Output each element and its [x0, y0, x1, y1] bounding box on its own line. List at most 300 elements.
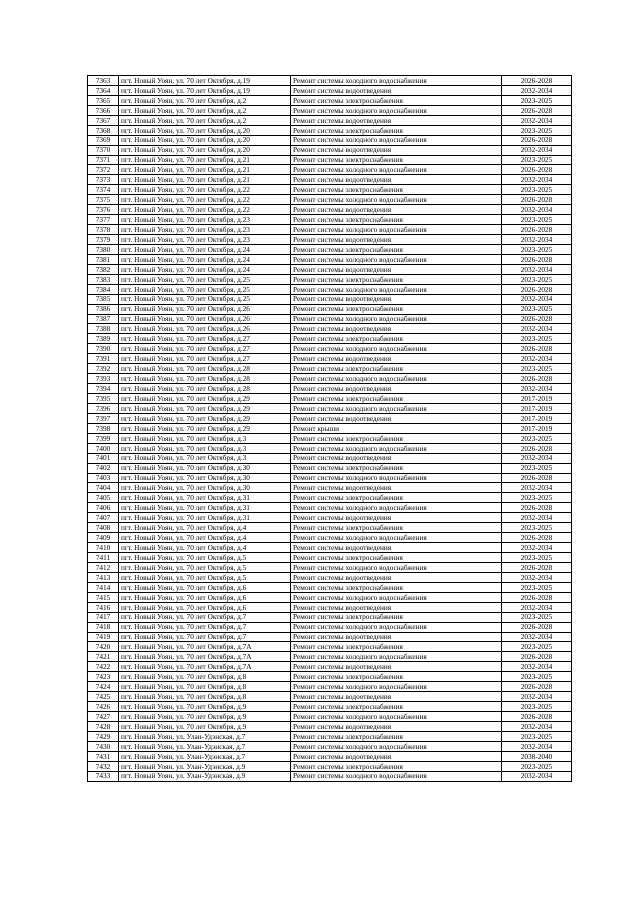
work-type-cell: Ремонт системы холодного водоснабжения: [291, 76, 502, 86]
table-row: [88, 413, 572, 423]
address-cell: пгт. Новый Уоян, ул. Улан-Удэнская, д.7: [119, 751, 291, 761]
address-cell: пгт. Новый Уоян, ул. 70 лет Октября, д.19: [119, 76, 291, 86]
address-cell: пгт. Новый Уоян, ул. 70 лет Октября, д.9: [119, 712, 291, 722]
address-cell: пгт. Новый Уоян, ул. 70 лет Октября, д.27: [119, 344, 291, 354]
address-cell: пгт. Новый Уоян, ул. 70 лет Октября, д.8: [119, 672, 291, 682]
period-cell: 2026-2028: [502, 622, 572, 632]
table-row: [88, 761, 572, 771]
address-cell: пгт. Новый Уоян, ул. 70 лет Октября, д.3: [119, 433, 291, 443]
period-cell: 2032-2034: [502, 205, 572, 215]
table-row: [88, 344, 572, 354]
address-cell: пгт. Новый Уоян, ул. 70 лет Октября, д.27: [119, 334, 291, 344]
table-row: [88, 612, 572, 622]
period-cell: 2032-2034: [502, 721, 572, 731]
work-type-cell: Ремонт системы водоотведения: [291, 413, 502, 423]
address-cell: пгт. Новый Уоян, ул. 70 лет Октября, д.30: [119, 483, 291, 493]
period-cell: 2023-2025: [502, 702, 572, 712]
table-row: [88, 76, 572, 86]
row-number-cell: 7384: [88, 284, 119, 294]
work-type-cell: Ремонт системы холодного водоснабжения: [291, 443, 502, 453]
work-type-cell: Ремонт системы электроснабжения: [291, 702, 502, 712]
period-cell: 2026-2028: [502, 254, 572, 264]
table-row: [88, 592, 572, 602]
address-cell: пгт. Новый Уоян, ул. Улан-Удэнская, д.7: [119, 731, 291, 741]
work-type-cell: Ремонт системы холодного водоснабжения: [291, 374, 502, 384]
table-row: [88, 294, 572, 304]
address-cell: пгт. Новый Уоян, ул. 70 лет Октября, д.28: [119, 384, 291, 394]
period-cell: 2032-2034: [502, 771, 572, 781]
row-number-cell: 7415: [88, 592, 119, 602]
address-cell: пгт. Новый Уоян, ул. 70 лет Октября, д.26: [119, 324, 291, 334]
table-row: [88, 523, 572, 533]
row-number-cell: 7412: [88, 562, 119, 572]
work-type-cell: Ремонт системы электроснабжения: [291, 274, 502, 284]
table-row: [88, 553, 572, 563]
address-cell: пгт. Новый Уоян, ул. 70 лет Октября, д.25: [119, 284, 291, 294]
row-number-cell: 7409: [88, 533, 119, 543]
period-cell: 2026-2028: [502, 443, 572, 453]
work-type-cell: Ремонт системы водоотведения: [291, 662, 502, 672]
work-type-cell: Ремонт системы электроснабжения: [291, 731, 502, 741]
address-cell: пгт. Новый Уоян, ул. 70 лет Октября, д.26: [119, 314, 291, 324]
table-row: [88, 533, 572, 543]
address-cell: пгт. Новый Уоян, ул. 70 лет Октября, д.6: [119, 592, 291, 602]
period-cell: 2023-2025: [502, 553, 572, 563]
row-number-cell: 7386: [88, 304, 119, 314]
work-type-cell: Ремонт системы водоотведения: [291, 294, 502, 304]
work-type-cell: Ремонт системы холодного водоснабжения: [291, 771, 502, 781]
row-number-cell: 7393: [88, 374, 119, 384]
period-cell: 2023-2025: [502, 731, 572, 741]
work-type-cell: Ремонт системы водоотведения: [291, 692, 502, 702]
row-number-cell: 7379: [88, 235, 119, 245]
period-cell: 2026-2028: [502, 225, 572, 235]
row-number-cell: 7433: [88, 771, 119, 781]
address-cell: пгт. Новый Уоян, ул. 70 лет Октября, д.6: [119, 582, 291, 592]
period-cell: 2023-2025: [502, 672, 572, 682]
table-row: [88, 513, 572, 523]
work-type-cell: Ремонт системы холодного водоснабжения: [291, 135, 502, 145]
table-row: [88, 244, 572, 254]
work-type-cell: Ремонт системы водоотведения: [291, 602, 502, 612]
address-cell: пгт. Новый Уоян, ул. 70 лет Октября, д.9: [119, 721, 291, 731]
work-type-cell: Ремонт системы электроснабжения: [291, 761, 502, 771]
table-row: [88, 771, 572, 781]
work-type-cell: Ремонт системы водоотведения: [291, 85, 502, 95]
address-cell: пгт. Новый Уоян, ул. 70 лет Октября, д.30: [119, 473, 291, 483]
period-cell: 2023-2025: [502, 463, 572, 473]
row-number-cell: 7378: [88, 225, 119, 235]
period-cell: 2026-2028: [502, 105, 572, 115]
row-number-cell: 7377: [88, 215, 119, 225]
address-cell: пгт. Новый Уоян, ул. 70 лет Октября, д.23: [119, 235, 291, 245]
work-type-cell: Ремонт системы водоотведения: [291, 235, 502, 245]
table-row: [88, 463, 572, 473]
table-row: [88, 95, 572, 105]
table-row: [88, 324, 572, 334]
period-cell: 2032-2034: [502, 741, 572, 751]
period-cell: 2032-2034: [502, 513, 572, 523]
table-row: [88, 721, 572, 731]
table-row: [88, 632, 572, 642]
work-type-cell: Ремонт системы электроснабжения: [291, 612, 502, 622]
period-cell: 2023-2025: [502, 185, 572, 195]
work-type-cell: Ремонт системы водоотведения: [291, 751, 502, 761]
work-type-cell: Ремонт системы водоотведения: [291, 572, 502, 582]
row-number-cell: 7370: [88, 145, 119, 155]
work-type-cell: Ремонт системы холодного водоснабжения: [291, 592, 502, 602]
table-row: [88, 572, 572, 582]
table-row: [88, 225, 572, 235]
row-number-cell: 7420: [88, 642, 119, 652]
table-row: [88, 304, 572, 314]
work-type-cell: Ремонт системы холодного водоснабжения: [291, 225, 502, 235]
row-number-cell: 7387: [88, 314, 119, 324]
period-cell: 2023-2025: [502, 761, 572, 771]
address-cell: пгт. Новый Уоян, ул. 70 лет Октября, д.31: [119, 503, 291, 513]
row-number-cell: 7388: [88, 324, 119, 334]
work-type-cell: Ремонт системы электроснабжения: [291, 433, 502, 443]
work-type-cell: Ремонт системы водоотведения: [291, 543, 502, 553]
period-cell: 2023-2025: [502, 125, 572, 135]
work-type-cell: Ремонт системы холодного водоснабжения: [291, 533, 502, 543]
row-number-cell: 7406: [88, 503, 119, 513]
address-cell: пгт. Новый Уоян, ул. 70 лет Октября, д.22: [119, 195, 291, 205]
table-row: [88, 314, 572, 324]
work-type-cell: Ремонт системы водоотведения: [291, 384, 502, 394]
work-type-cell: Ремонт системы водоотведения: [291, 264, 502, 274]
table-row: [88, 254, 572, 264]
work-type-cell: Ремонт системы холодного водоснабжения: [291, 562, 502, 572]
address-cell: пгт. Новый Уоян, ул. 70 лет Октября, д.29: [119, 403, 291, 413]
period-cell: 2026-2028: [502, 314, 572, 324]
table-row: [88, 751, 572, 761]
period-cell: 2026-2028: [502, 503, 572, 513]
table-row: [88, 235, 572, 245]
period-cell: 2023-2025: [502, 364, 572, 374]
period-cell: 2026-2028: [502, 473, 572, 483]
table-row: [88, 334, 572, 344]
period-cell: 2023-2025: [502, 304, 572, 314]
row-number-cell: 7418: [88, 622, 119, 632]
table-row: [88, 135, 572, 145]
table-row: [88, 195, 572, 205]
table-row: [88, 682, 572, 692]
row-number-cell: 7417: [88, 612, 119, 622]
table-row: [88, 443, 572, 453]
period-cell: 2023-2025: [502, 274, 572, 284]
address-cell: пгт. Новый Уоян, ул. Улан-Удэнская, д.9: [119, 761, 291, 771]
address-cell: пгт. Новый Уоян, ул. 70 лет Октября, д.6: [119, 602, 291, 612]
table-row: [88, 503, 572, 513]
address-cell: пгт. Новый Уоян, ул. 70 лет Октября, д.7А: [119, 652, 291, 662]
work-type-cell: Ремонт системы электроснабжения: [291, 95, 502, 105]
row-number-cell: 7404: [88, 483, 119, 493]
work-type-cell: Ремонт системы электроснабжения: [291, 155, 502, 165]
period-cell: 2023-2025: [502, 493, 572, 503]
row-number-cell: 7421: [88, 652, 119, 662]
repair-schedule-table: [87, 75, 572, 782]
period-cell: 2032-2034: [502, 483, 572, 493]
work-type-cell: Ремонт системы водоотведения: [291, 483, 502, 493]
address-cell: пгт. Новый Уоян, ул. 70 лет Октября, д.5: [119, 553, 291, 563]
table-row: [88, 582, 572, 592]
period-cell: 2026-2028: [502, 682, 572, 692]
period-cell: 2032-2034: [502, 384, 572, 394]
work-type-cell: Ремонт системы холодного водоснабжения: [291, 652, 502, 662]
work-type-cell: Ремонт системы электроснабжения: [291, 394, 502, 404]
period-cell: 2032-2034: [502, 85, 572, 95]
work-type-cell: Ремонт системы холодного водоснабжения: [291, 503, 502, 513]
period-cell: 2023-2025: [502, 95, 572, 105]
period-cell: 2026-2028: [502, 562, 572, 572]
address-cell: пгт. Новый Уоян, ул. 70 лет Октября, д.21: [119, 175, 291, 185]
row-number-cell: 7427: [88, 712, 119, 722]
work-type-cell: Ремонт системы холодного водоснабжения: [291, 284, 502, 294]
period-cell: 2017-2019: [502, 394, 572, 404]
table-row: [88, 433, 572, 443]
work-type-cell: Ремонт системы водоотведения: [291, 205, 502, 215]
period-cell: 2026-2028: [502, 76, 572, 86]
address-cell: пгт. Новый Уоян, ул. 70 лет Октября, д.29: [119, 394, 291, 404]
period-cell: 2026-2028: [502, 592, 572, 602]
address-cell: пгт. Новый Уоян, ул. 70 лет Октября, д.21: [119, 165, 291, 175]
row-number-cell: 7419: [88, 632, 119, 642]
period-cell: 2032-2034: [502, 692, 572, 702]
table-row: [88, 662, 572, 672]
table-row: [88, 155, 572, 165]
table-row: [88, 493, 572, 503]
row-number-cell: 7402: [88, 463, 119, 473]
work-type-cell: Ремонт системы холодного водоснабжения: [291, 314, 502, 324]
address-cell: пгт. Новый Уоян, ул. 70 лет Октября, д.31: [119, 513, 291, 523]
work-type-cell: Ремонт системы электроснабжения: [291, 125, 502, 135]
row-number-cell: 7364: [88, 85, 119, 95]
work-type-cell: Ремонт системы электроснабжения: [291, 493, 502, 503]
period-cell: 2032-2034: [502, 324, 572, 334]
row-number-cell: 7414: [88, 582, 119, 592]
address-cell: пгт. Новый Уоян, ул. 70 лет Октября, д.7А: [119, 642, 291, 652]
work-type-cell: Ремонт системы водоотведения: [291, 453, 502, 463]
address-cell: пгт. Новый Уоян, ул. 70 лет Октября, д.23: [119, 215, 291, 225]
row-number-cell: 7422: [88, 662, 119, 672]
row-number-cell: 7392: [88, 364, 119, 374]
work-type-cell: Ремонт системы электроснабжения: [291, 582, 502, 592]
period-cell: 2026-2028: [502, 374, 572, 384]
row-number-cell: 7423: [88, 672, 119, 682]
address-cell: пгт. Новый Уоян, ул. 70 лет Октября, д.29: [119, 423, 291, 433]
address-cell: пгт. Новый Уоян, ул. 70 лет Октября, д.24: [119, 254, 291, 264]
row-number-cell: 7408: [88, 523, 119, 533]
address-cell: пгт. Новый Уоян, ул. 70 лет Октября, д.20: [119, 145, 291, 155]
period-cell: 2026-2028: [502, 135, 572, 145]
period-cell: 2038-2040: [502, 751, 572, 761]
table-row: [88, 712, 572, 722]
period-cell: 2026-2028: [502, 195, 572, 205]
work-type-cell: Ремонт системы водоотведения: [291, 632, 502, 642]
row-number-cell: 7373: [88, 175, 119, 185]
period-cell: 2023-2025: [502, 582, 572, 592]
period-cell: 2032-2034: [502, 602, 572, 612]
period-cell: 2023-2025: [502, 642, 572, 652]
row-number-cell: 7363: [88, 76, 119, 86]
work-type-cell: Ремонт системы холодного водоснабжения: [291, 254, 502, 264]
work-type-cell: Ремонт системы водоотведения: [291, 115, 502, 125]
row-number-cell: 7380: [88, 244, 119, 254]
address-cell: пгт. Новый Уоян, ул. 70 лет Октября, д.7: [119, 622, 291, 632]
address-cell: пгт. Новый Уоян, ул. 70 лет Октября, д.25: [119, 274, 291, 284]
table-row: [88, 374, 572, 384]
period-cell: 2023-2025: [502, 433, 572, 443]
table-row: [88, 403, 572, 413]
period-cell: 2026-2028: [502, 712, 572, 722]
address-cell: пгт. Новый Уоян, ул. Улан-Удэнская, д.9: [119, 771, 291, 781]
period-cell: 2023-2025: [502, 612, 572, 622]
table-row: [88, 354, 572, 364]
row-number-cell: 7407: [88, 513, 119, 523]
table-row: [88, 125, 572, 135]
address-cell: пгт. Новый Уоян, ул. Улан-Удэнская, д.7: [119, 741, 291, 751]
address-cell: пгт. Новый Уоян, ул. 70 лет Октября, д.28: [119, 364, 291, 374]
address-cell: пгт. Новый Уоян, ул. 70 лет Октября, д.3: [119, 453, 291, 463]
work-type-cell: Ремонт системы холодного водоснабжения: [291, 473, 502, 483]
table-row: [88, 423, 572, 433]
row-number-cell: 7405: [88, 493, 119, 503]
row-number-cell: 7369: [88, 135, 119, 145]
work-type-cell: Ремонт системы водоотведения: [291, 354, 502, 364]
row-number-cell: 7399: [88, 433, 119, 443]
period-cell: 2032-2034: [502, 572, 572, 582]
table-row: [88, 185, 572, 195]
row-number-cell: 7432: [88, 761, 119, 771]
work-type-cell: Ремонт системы холодного водоснабжения: [291, 712, 502, 722]
address-cell: пгт. Новый Уоян, ул. 70 лет Октября, д.9: [119, 702, 291, 712]
table-row: [88, 364, 572, 374]
row-number-cell: 7428: [88, 721, 119, 731]
address-cell: пгт. Новый Уоян, ул. 70 лет Октября, д.5: [119, 562, 291, 572]
table-row: [88, 731, 572, 741]
row-number-cell: 7430: [88, 741, 119, 751]
work-type-cell: Ремонт системы электроснабжения: [291, 185, 502, 195]
row-number-cell: 7397: [88, 413, 119, 423]
row-number-cell: 7400: [88, 443, 119, 453]
address-cell: пгт. Новый Уоян, ул. 70 лет Октября, д.7: [119, 612, 291, 622]
table-row: [88, 602, 572, 612]
period-cell: 2026-2028: [502, 652, 572, 662]
period-cell: 2026-2028: [502, 344, 572, 354]
work-type-cell: Ремонт системы холодного водоснабжения: [291, 682, 502, 692]
table-row: [88, 394, 572, 404]
row-number-cell: 7394: [88, 384, 119, 394]
row-number-cell: 7398: [88, 423, 119, 433]
period-cell: 2032-2034: [502, 145, 572, 155]
period-cell: 2026-2028: [502, 533, 572, 543]
row-number-cell: 7410: [88, 543, 119, 553]
address-cell: пгт. Новый Уоян, ул. 70 лет Октября, д.30: [119, 463, 291, 473]
row-number-cell: 7424: [88, 682, 119, 692]
table-row: [88, 483, 572, 493]
period-cell: 2032-2034: [502, 543, 572, 553]
row-number-cell: 7365: [88, 95, 119, 105]
period-cell: 2017-2019: [502, 423, 572, 433]
address-cell: пгт. Новый Уоян, ул. 70 лет Октября, д.3: [119, 443, 291, 453]
work-type-cell: Ремонт системы холодного водоснабжения: [291, 622, 502, 632]
row-number-cell: 7429: [88, 731, 119, 741]
address-cell: пгт. Новый Уоян, ул. 70 лет Октября, д.8: [119, 682, 291, 692]
row-number-cell: 7375: [88, 195, 119, 205]
work-type-cell: Ремонт системы электроснабжения: [291, 523, 502, 533]
address-cell: пгт. Новый Уоян, ул. 70 лет Октября, д.24: [119, 264, 291, 274]
work-type-cell: Ремонт системы водоотведения: [291, 175, 502, 185]
period-cell: 2032-2034: [502, 632, 572, 642]
work-type-cell: Ремонт системы электроснабжения: [291, 215, 502, 225]
address-cell: пгт. Новый Уоян, ул. 70 лет Октября, д.4: [119, 523, 291, 533]
work-type-cell: Ремонт системы электроснабжения: [291, 672, 502, 682]
address-cell: пгт. Новый Уоян, ул. 70 лет Октября, д.24: [119, 244, 291, 254]
table-row: [88, 642, 572, 652]
work-type-cell: Ремонт системы водоотведения: [291, 721, 502, 731]
row-number-cell: 7376: [88, 205, 119, 215]
table-row: [88, 543, 572, 553]
period-cell: 2026-2028: [502, 284, 572, 294]
table-row: [88, 622, 572, 632]
table-row: [88, 105, 572, 115]
row-number-cell: 7383: [88, 274, 119, 284]
table-row: [88, 692, 572, 702]
table-row: [88, 165, 572, 175]
work-type-cell: Ремонт системы электроснабжения: [291, 364, 502, 374]
row-number-cell: 7390: [88, 344, 119, 354]
row-number-cell: 7416: [88, 602, 119, 612]
row-number-cell: 7411: [88, 553, 119, 563]
work-type-cell: Ремонт системы электроснабжения: [291, 553, 502, 563]
address-cell: пгт. Новый Уоян, ул. 70 лет Октября, д.4: [119, 543, 291, 553]
table-row: [88, 652, 572, 662]
address-cell: пгт. Новый Уоян, ул. 70 лет Октября, д.2: [119, 95, 291, 105]
row-number-cell: 7401: [88, 453, 119, 463]
table-row: [88, 145, 572, 155]
row-number-cell: 7389: [88, 334, 119, 344]
work-type-cell: Ремонт системы водоотведения: [291, 145, 502, 155]
period-cell: 2032-2034: [502, 175, 572, 185]
period-cell: 2017-2019: [502, 413, 572, 423]
table-row: [88, 264, 572, 274]
period-cell: 2023-2025: [502, 155, 572, 165]
work-type-cell: Ремонт крыши: [291, 423, 502, 433]
table-row: [88, 672, 572, 682]
period-cell: 2023-2025: [502, 244, 572, 254]
address-cell: пгт. Новый Уоян, ул. 70 лет Октября, д.8: [119, 692, 291, 702]
work-type-cell: Ремонт системы водоотведения: [291, 513, 502, 523]
row-number-cell: 7413: [88, 572, 119, 582]
row-number-cell: 7371: [88, 155, 119, 165]
period-cell: 2032-2034: [502, 453, 572, 463]
work-type-cell: Ремонт системы холодного водоснабжения: [291, 403, 502, 413]
row-number-cell: 7381: [88, 254, 119, 264]
work-type-cell: Ремонт системы холодного водоснабжения: [291, 344, 502, 354]
address-cell: пгт. Новый Уоян, ул. 70 лет Октября, д.7: [119, 632, 291, 642]
table-row: [88, 215, 572, 225]
work-type-cell: Ремонт системы холодного водоснабжения: [291, 165, 502, 175]
period-cell: 2023-2025: [502, 215, 572, 225]
table-row: [88, 205, 572, 215]
work-type-cell: Ремонт системы электроснабжения: [291, 642, 502, 652]
row-number-cell: 7374: [88, 185, 119, 195]
row-number-cell: 7431: [88, 751, 119, 761]
table-row: [88, 473, 572, 483]
period-cell: 2032-2034: [502, 264, 572, 274]
table-row: [88, 453, 572, 463]
